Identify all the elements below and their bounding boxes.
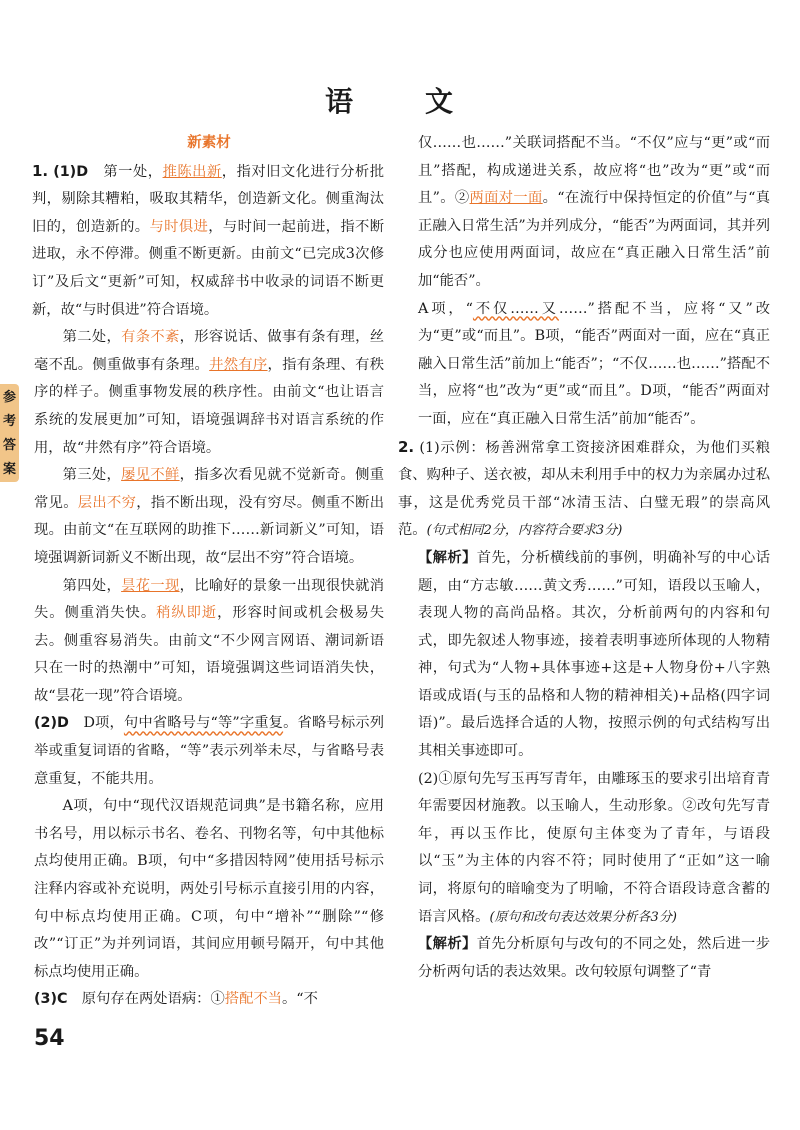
text: (2)①原句先写玉再写青年，由雕琢玉的要求引出培育青年需要因材施教。以玉喻人，生动形象。②改句先写青年，再以玉作比，使原句主体变为了青年，与语段以“玉”为主体的内容不符；同时使用了“正如”这一喻词，将原句的暗喻变为了明喻，不符合语段诗意含蓄的语言风格。	[418, 770, 770, 925]
text: A项，“	[418, 300, 473, 317]
text: (1)示例：杨善洲常拿工资接济困难群众，为他们买粮食、购种子、送衣被，却从未利用手中的权力为亲属办过私事，这是优秀党员干部“冰清玉洁、白璧无瑕”的崇高风范。	[398, 439, 770, 539]
q1-part2	[34, 710, 384, 793]
text: 首先，分析横线前的事例，明确补写的中心话题，由“方志敏……黄文秀……”可知，语段以玉喻人，表现人物的高尚品格。其次，分析前两句的内容和句式，即先叙述人物事迹，接着表明事迹所体现的人物精神，句式为“人物+具体事迹+这是+人物身份+八字熟语或成语(与玉的品格和人物的精神相关)+品格(四字词语)”。最后选择合适的人物，按照示例的句式结构写出其相关事迹即可。	[418, 549, 771, 760]
text: D项，	[68, 715, 124, 732]
answer-label: (2)D	[34, 715, 69, 732]
side-tab-char: 考	[2, 414, 16, 429]
left-column	[34, 130, 384, 1014]
text: ，比喻好的景象一出现很快就消失。侧重消失快。	[34, 577, 385, 622]
q1-part1	[32, 158, 384, 325]
section-heading: 新素材	[187, 135, 231, 151]
scoring-note: (原句和改句表达效果分析各3分)	[489, 909, 677, 925]
paragraph	[418, 296, 770, 434]
q1-part3	[34, 986, 384, 1014]
text: ……”搭配不当，应将“又”改为“更”或“而且”。B项，“能否”两面对一面，应在“真正融入日常生活”前加上“能否”；“不仅……也……”搭配不当，应将“也”改为“更”或“而且”。D项，“能否”两面对一面，应在“真正融入日常生活”前加“能否”。	[418, 300, 771, 427]
key-phrase: 句中省略号与“等”字重复	[123, 715, 284, 732]
text: ，指对旧文化进行分析批判，剔除其糟粕，吸取其精华，创造新文化。侧重淘汰旧的，创造新的。	[32, 163, 385, 235]
term: 层出不穷	[77, 494, 137, 511]
paragraph	[418, 130, 770, 296]
paragraph	[34, 324, 384, 462]
text: 。“不	[281, 991, 318, 1008]
term: 有条不紊	[121, 329, 180, 346]
page-number: 54	[34, 1026, 65, 1051]
right-column	[398, 130, 771, 986]
side-tab-char: 案	[2, 462, 16, 477]
text: ，指不断出现，没有穷尽。侧重不断出现。由前文“在互联网的助推下……新词新义”可知，语境强调新词新义不断出现，故“层出不穷”符合语境。	[34, 494, 385, 566]
side-tab-answer-key[interactable]	[0, 384, 19, 482]
answer-label: (3)C	[34, 991, 68, 1008]
side-tab-char: 答	[2, 438, 16, 453]
text: 第一处，	[88, 163, 163, 180]
text: 。“在流行中保持恒定的价值”与“真正融入日常生活”为并列成分，“能否”为两面词，其并列成分也应使用两面词，故应在“真正融入日常生活”前加“能否”。	[418, 190, 770, 289]
key-phrase: 不仅……又	[472, 300, 559, 317]
term: 推陈出新	[162, 163, 222, 180]
term: 搭配不当	[224, 991, 282, 1008]
question-number: 2.	[398, 437, 415, 456]
analysis-tag: 【解析】	[418, 549, 477, 566]
term: 两面对一面	[469, 190, 543, 207]
term: 昙花一现	[121, 577, 180, 594]
q2-part1	[398, 434, 770, 545]
side-tab-char: 参	[2, 390, 16, 405]
page-title: 语 文	[324, 85, 475, 118]
text: 。省略号标示列举或重复词语的省略，“等”表示列举未尽，与省略号表意重复，不能共用。	[34, 715, 385, 787]
text: ，形容说话、做事有条有理，丝毫不乱。侧重做事有条理。	[34, 329, 385, 373]
paragraph: A项，句中“现代汉语规范词典”是书籍名称，应用书名号，用以标示书名、卷名、刊物名等，句中其他标点均使用正确。B项，句中“多措因特网”使用括号标示注释内容或补充说明，两处引号标示直接引用的内容，句中标点均使用正确。C项，句中“增补”“删除”“修改”“订正”为并列词语，其间应用顿号隔开，句中其他标点均使用正确。	[34, 798, 384, 980]
scoring-note: (句式相同2分，内容符合要求3分)	[426, 523, 623, 539]
text: ，指多次看见就不觉新奇。侧重常见。	[34, 467, 385, 511]
text: 原句存在两处语病：①	[67, 991, 225, 1008]
text: 第三处，	[62, 467, 122, 484]
paragraph	[34, 462, 384, 572]
text: 首先分析原句与改句的不同之处，然后进一步分析两句话的表达效果。改句较原句调整了“青	[418, 936, 771, 980]
analysis	[418, 931, 770, 986]
text: 仅……也……”关联词搭配不当。“不仅”应与“更”或“而且”搭配，构成递进关系，故应将“也”改为“更”或“而且”。②	[418, 135, 770, 207]
analysis-tag: 【解析】	[418, 936, 477, 953]
answer-label: (1)D	[53, 163, 89, 180]
text: ，与时间一起前进，指不断进取，永不停滞。侧重不断更新。由前文“已完成3次修订”及后文“更新”可知，权威辞书中收录的词语不断更新，故“与时俱进”符合语境。	[32, 218, 385, 318]
text: ，形容时间或机会极易失去。侧重容易消失。由前文“不少网言网语、潮词新语只在一时的热潮中”可知，语境强调这些词语消失快，故“昙花一现”符合语境。	[34, 605, 385, 704]
analysis	[418, 545, 770, 766]
paragraph	[34, 573, 384, 711]
term: 稍纵即逝	[156, 605, 218, 622]
term: 屡见不鲜	[121, 467, 180, 484]
text: 第四处，	[62, 577, 122, 594]
text: ，指有条理、有秩序的样子。侧重事物发展的秩序性。由前文“也让语言系统的发展更加”可知，语境强调辞书对语言系统的作用，故“井然有序”符合语境。	[34, 356, 385, 456]
term: 井然有序	[209, 356, 268, 373]
term: 与时俱进	[149, 218, 209, 235]
question-number: 1.	[32, 161, 49, 180]
q2-part2	[418, 766, 770, 932]
text: 第二处，	[62, 329, 122, 346]
